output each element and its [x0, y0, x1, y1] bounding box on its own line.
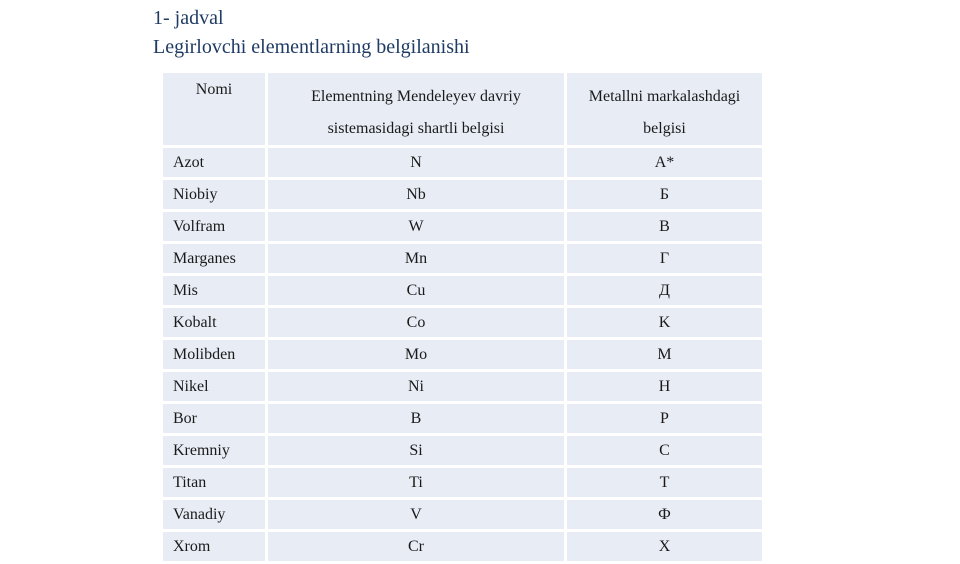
header-name: [163, 73, 268, 145]
cell-name: Xrom: [163, 532, 268, 561]
cell-name: Marganes: [163, 244, 268, 273]
cell-name: Vanadiy: [163, 500, 268, 529]
cell-mark: Д: [567, 276, 762, 305]
table-row: [163, 436, 762, 465]
cell-symbol: Mn: [268, 244, 567, 273]
cell-name: Azot: [163, 148, 268, 177]
cell-mark: X: [567, 532, 762, 561]
cell-symbol: Mo: [268, 340, 567, 369]
table-row: [163, 404, 762, 433]
table-row: [163, 372, 762, 401]
cell-name: Titan: [163, 468, 268, 497]
cell-mark: Б: [567, 180, 762, 209]
cell-name: Mis: [163, 276, 268, 305]
header-symbol-line1: Elementning Mendeleyev davriy: [311, 88, 521, 105]
table-row: [163, 212, 762, 241]
cell-mark: Ф: [567, 500, 762, 529]
cell-name: Niobiy: [163, 180, 268, 209]
cell-mark: Г: [567, 244, 762, 273]
cell-mark: P: [567, 404, 762, 433]
table-row: [163, 180, 762, 209]
header-mark: [567, 73, 762, 145]
cell-mark: C: [567, 436, 762, 465]
cell-name: Bor: [163, 404, 268, 433]
table-row: [163, 148, 762, 177]
table-number: 1- jadval: [153, 7, 224, 29]
table-row: [163, 244, 762, 273]
cell-symbol: Cr: [268, 532, 567, 561]
alloying-elements-table: [163, 70, 762, 564]
header-name-label: Nomi: [195, 81, 233, 98]
cell-name: Kobalt: [163, 308, 268, 337]
cell-symbol: Ni: [268, 372, 567, 401]
table-header-row: [163, 73, 762, 145]
table-row: [163, 340, 762, 369]
cell-name: Kremniy: [163, 436, 268, 465]
table-row: [163, 308, 762, 337]
cell-name: Molibden: [163, 340, 268, 369]
cell-symbol: Co: [268, 308, 567, 337]
header-mark-line1: Metallni markalashdagi: [588, 88, 741, 105]
cell-symbol: V: [268, 500, 567, 529]
cell-name: Nikel: [163, 372, 268, 401]
cell-mark: H: [567, 372, 762, 401]
cell-symbol: Ti: [268, 468, 567, 497]
cell-mark: T: [567, 468, 762, 497]
cell-symbol: Cu: [268, 276, 567, 305]
header-symbol-line2: sistemasidagi shartli belgisi: [327, 120, 505, 137]
document-title: [153, 4, 470, 62]
header-mark-line2: belgisi: [643, 120, 686, 137]
cell-name: Volfram: [163, 212, 268, 241]
cell-symbol: W: [268, 212, 567, 241]
header-symbol: [268, 73, 567, 145]
table-caption: Legirlovchi elementlarning belgilanishi: [153, 36, 470, 58]
cell-mark: M: [567, 340, 762, 369]
cell-mark: B: [567, 212, 762, 241]
table-row: [163, 276, 762, 305]
cell-symbol: Nb: [268, 180, 567, 209]
cell-symbol: B: [268, 404, 567, 433]
table-row: [163, 500, 762, 529]
cell-mark: K: [567, 308, 762, 337]
table-row: [163, 468, 762, 497]
table-row: [163, 532, 762, 561]
cell-mark: A*: [567, 148, 762, 177]
cell-symbol: N: [268, 148, 567, 177]
cell-symbol: Si: [268, 436, 567, 465]
